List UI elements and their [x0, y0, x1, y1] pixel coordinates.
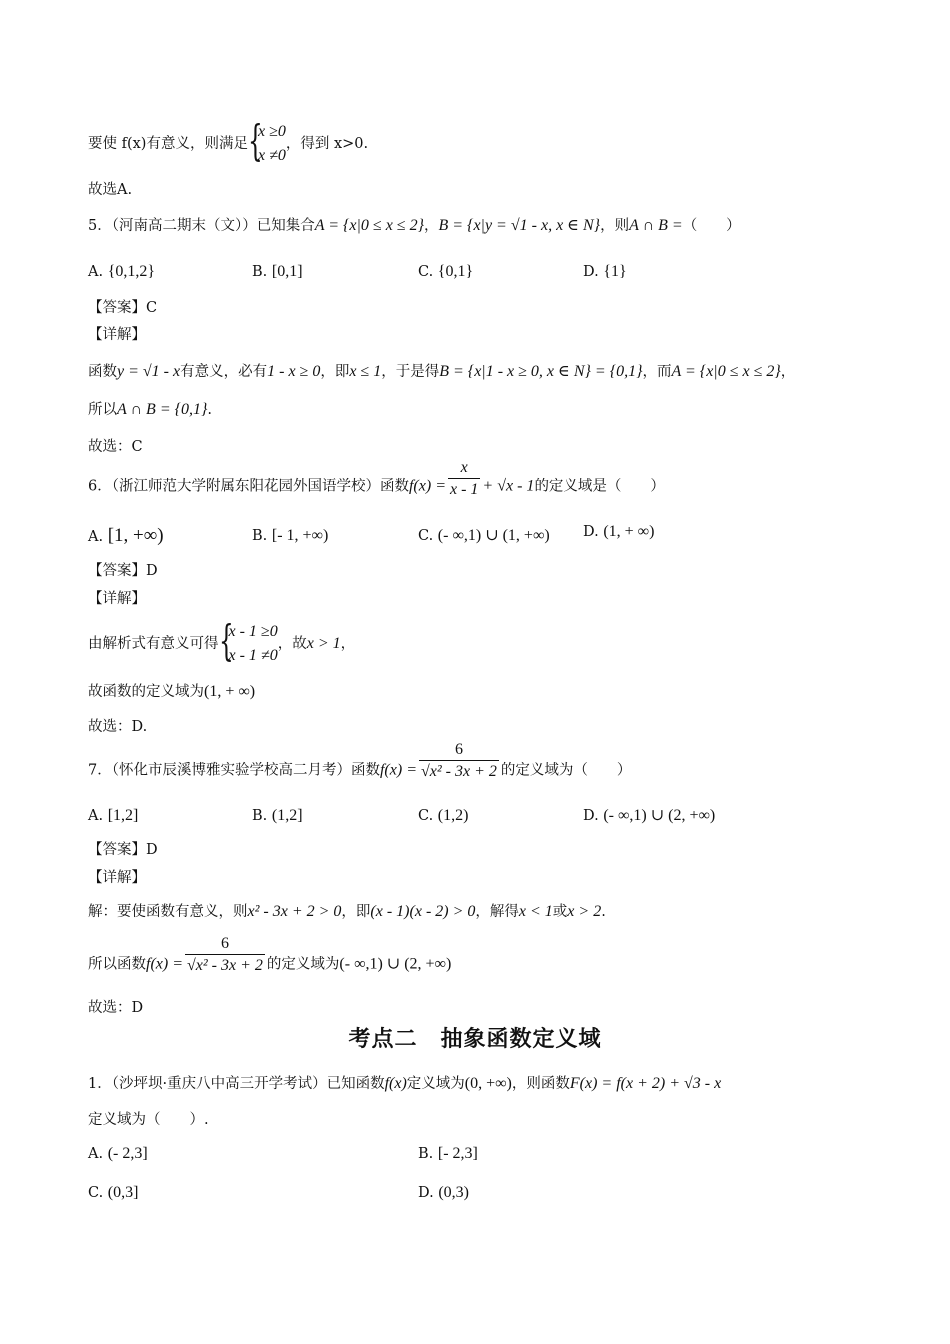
- question-text: 定义域为（ ）.: [88, 1112, 209, 1128]
- option-b: B. [- 1, +∞): [252, 527, 329, 544]
- choose-line: 故选：C: [88, 439, 143, 455]
- q6-explanation-2: 故函数的定义域为(1, + ∞): [88, 683, 256, 700]
- answer-label: 【答案】D: [88, 563, 158, 579]
- choose-line: 故选A.: [88, 182, 133, 198]
- q6-explanation-1: 由解析式有意义可得 { x - 1 ≥0 x - 1 ≠0 ，故x > 1，: [88, 616, 356, 665]
- system-row: x ≠0: [257, 147, 286, 164]
- question-6: 6．（浙江师范大学附属东阳花园外国语学校）函数f(x) = $\frac{x}{x - 1}$ + √x - 1的定义域是（ ）: [88, 459, 665, 498]
- q5-explanation-1: 函数y = √1 - x有意义，必有1 - x ≥ 0，即x ≤ 1，于是得B = {x|1 - x ≥ 0, x ∈ N} = {0,1}，而A = {x|0 ≤ x ≤ 2}，: [88, 363, 796, 380]
- question-7: 7．（怀化市辰溪博雅实验学校高二月考）函数f(x) = $\frac{6}{\text{√x² - 3x + 2}}$ 的定义域为（ ）: [88, 741, 632, 780]
- math-set-a: A = {x|0 ≤ x ≤ 2}: [314, 217, 424, 234]
- line-condition: [88, 116, 369, 168]
- option-c: C. (- ∞,1) ∪ (1, +∞): [418, 527, 550, 544]
- option-c: C. (0,3]: [88, 1184, 139, 1201]
- condition-system: { x ≥0 x ≠0: [248, 120, 286, 168]
- text: ，则: [600, 218, 630, 234]
- option-a: A. {0,1,2}: [88, 263, 156, 280]
- option-c: C. (1,2): [418, 807, 469, 824]
- q7-explanation-2: 所以函数f(x) = $\frac{6}{\text{√x² - 3x + 2}}$ 的定义域为(- ∞,1) ∪ (2, +∞): [88, 935, 452, 974]
- q7-explanation-1: 解：要使函数有意义，则x² - 3x + 2 > 0，即(x - 1)(x - 2) > 0，解得x < 1或x > 2.: [88, 903, 606, 920]
- text: （ ）: [682, 218, 741, 234]
- text: 要使 f(x)有意义，则满足: [88, 136, 248, 152]
- detail-label: 【详解】: [88, 870, 146, 886]
- section-title: 考点二 抽象函数定义域: [348, 1027, 602, 1052]
- detail-label: 【详解】: [88, 591, 146, 607]
- section2-question-1: 1．（沙坪坝·重庆八中高三开学考试）已知函数f(x)定义域为(0, +∞)，则函数F(x) = f(x + 2) + √3 - x: [88, 1075, 722, 1092]
- option-b: B. [0,1]: [252, 263, 303, 280]
- option-b: B. (1,2]: [252, 807, 303, 824]
- question-text: 5．（河南高二期末（文））已知集合: [88, 218, 315, 234]
- option-a: A. [1,2]: [88, 807, 139, 824]
- text: ，得到 x>0.: [285, 136, 369, 152]
- q5-explanation-2: 所以A ∩ B = {0,1}.: [88, 401, 213, 418]
- option-c: C. {0,1}: [418, 263, 474, 280]
- option-d: D. {1}: [583, 263, 627, 280]
- answer-label: 【答案】C: [88, 300, 158, 316]
- detail-label: 【详解】: [88, 327, 146, 343]
- option-b: B. [- 2,3]: [418, 1145, 478, 1162]
- option-d: D. (1, + ∞): [583, 523, 655, 540]
- text: ，: [423, 218, 439, 234]
- math-set-b: B = {x|y = √1 - x, x ∈ N}: [438, 217, 601, 234]
- math-intersection: A ∩ B =: [629, 217, 683, 234]
- option-d: D. (- ∞,1) ∪ (2, +∞): [583, 807, 716, 824]
- option-d: D. (0,3): [418, 1184, 469, 1201]
- choose-line: 故选：D: [88, 1000, 144, 1016]
- question-5: [88, 216, 741, 236]
- choose-line: 故选：D.: [88, 719, 148, 735]
- option-a: A. (- 2,3]: [88, 1145, 148, 1162]
- option-a: A. [1, +∞): [88, 525, 164, 546]
- answer-label: 【答案】D: [88, 842, 158, 858]
- system-row: x ≥0: [257, 123, 286, 140]
